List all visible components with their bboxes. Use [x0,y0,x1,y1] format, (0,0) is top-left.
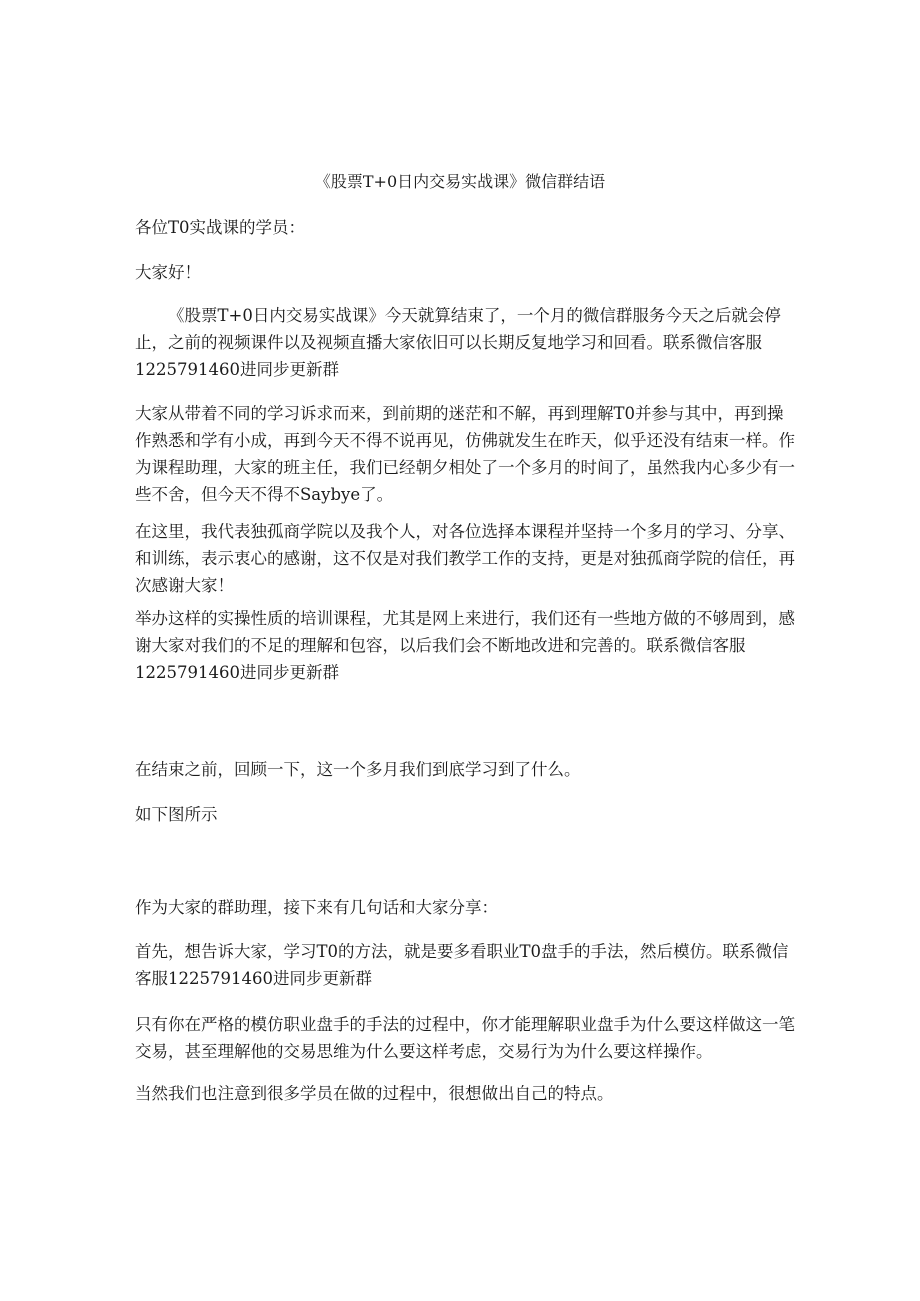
paragraph-own-style: 当然我们也注意到很多学员在做的过程中，很想做出自己的特点。 [135,1084,614,1103]
paragraph-imitation: 只有你在严格的模仿职业盘手的手法的过程中，你才能理解职业盘手为什么要这样做这一笔交易，甚至理解他的交易思维为什么要这样考虑，交易行为为什么要这样操作。 [135,1015,795,1061]
paragraph-figure-ref: 如下图所示 [135,805,218,824]
paragraph-first-advice: 首先，想告诉大家，学习T0的方法，就是要多看职业T0盘手的手法，然后模仿。联系微信客服1225791460进同步更新群 [135,942,789,988]
paragraph-review: 在结束之前，回顾一下，这一个多月我们到底学习到了什么。 [135,760,581,779]
greeting-hello: 大家好！ [135,263,201,282]
paragraph-journey: 大家从带着不同的学习诉求而来，到前期的迷茫和不解，再到理解T0并参与其中，再到操作熟悉和学有小成，再到今天不得不说再见，仿佛就发生在昨天，似乎还没有结束一样。作为课程助理，大家的班主任，我们已经朝夕相处了一个多月的时间了，虽然我内心多少有一些不舍，但今天不得不Saybye了。 [135,404,795,504]
paragraph-thanks: 在这里，我代表独孤商学院以及我个人，对各位选择本课程并坚持一个多月的学习、分享、和训练，表示衷心的感谢，这不仅是对我们教学工作的支持，更是对独孤商学院的信任，再次感谢大家！ [135,522,795,595]
paragraph-assistant-share: 作为大家的群助理，接下来有几句话和大家分享： [135,898,498,917]
document-title: 《股票T+0日内交易实战课》微信群结语 [314,172,606,191]
paragraph-apology: 举办这样的实操性质的培训课程，尤其是网上来进行，我们还有一些地方做的不够周到，感谢大家对我们的不足的理解和包容，以后我们会不断地改进和完善的。联系微信客服1225791460进同步更新群 [135,609,795,682]
greeting-salutation: 各位T0实战课的学员： [135,218,306,237]
paragraph-course-end: 《股票T+0日内交易实战课》今天就算结束了，一个月的微信群服务今天之后就会停止，之前的视频课件以及视频直播大家依旧可以长期反复地学习和回看。联系微信客服1225791460进同步更新群 [135,306,781,379]
